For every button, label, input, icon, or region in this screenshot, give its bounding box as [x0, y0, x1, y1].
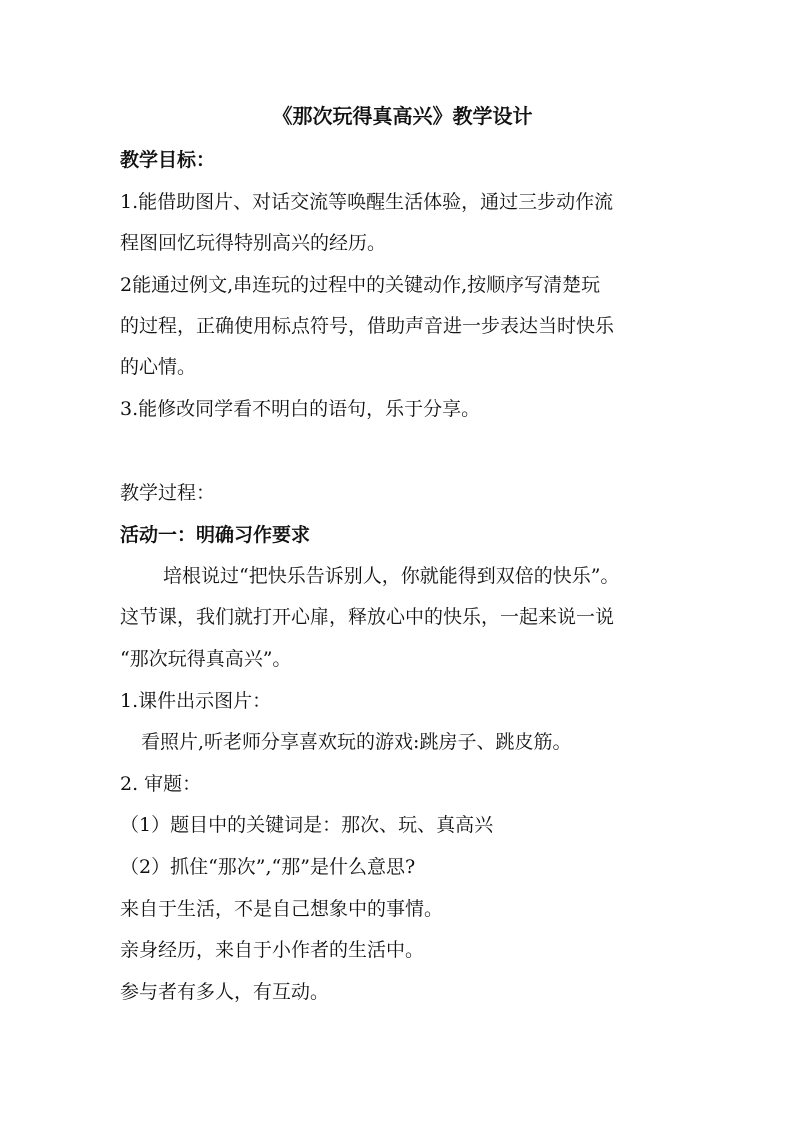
activity1-step-line: 参与者有多人，有互动。 [120, 981, 330, 1003]
activity1-step-heading: 1.课件出示图片： [120, 690, 272, 712]
objective-line: 1.能借助图片、对话交流等唤醒生活体验，通过三步动作流 [120, 191, 614, 213]
process-heading: 教学过程： [120, 482, 216, 504]
objective-line: 2能通过例文,串连玩的过程中的关键动作,按顺序写清楚玩 [120, 274, 601, 296]
objective-line: 3.能修改同学看不明白的语句，乐于分享。 [120, 398, 481, 420]
activity1-step-line: （2）抓住“那次”,“那”是什么意思? [120, 856, 416, 878]
objective-line: 程图回忆玩得特别高兴的经历。 [120, 232, 387, 254]
activity1-step-heading: 2. 审题： [120, 773, 202, 795]
activity1-heading: 活动一：明确习作要求 [120, 524, 311, 546]
activity1-step-line: （1）题目中的关键词是：那次、玩、真高兴 [120, 814, 494, 836]
objective-line: 的过程，正确使用标点符号，借助声音进一步表达当时快乐 [120, 315, 615, 337]
activity1-step-line: 来自于生活，不是自己想象中的事情。 [120, 898, 444, 920]
activity1-step-line: 亲身经历，来自于小作者的生活中。 [120, 939, 425, 961]
document-title: 《那次玩得真高兴》教学设计 [272, 104, 533, 128]
activity1-paragraph-line: “那次玩得真高兴”。 [120, 648, 292, 670]
objective-line: 的心情。 [120, 356, 197, 378]
activity1-paragraph-line: 培根说过“把快乐告诉别人，你就能得到双倍的快乐”。 [163, 565, 620, 587]
objectives-heading: 教学目标： [120, 149, 216, 171]
activity1-step-line: 看照片,听老师分享喜欢玩的游戏:跳房子、跳皮筋。 [141, 731, 572, 753]
activity1-paragraph-line: 这节课，我们就打开心扉，释放心中的快乐，一起来说一说 [120, 606, 615, 628]
